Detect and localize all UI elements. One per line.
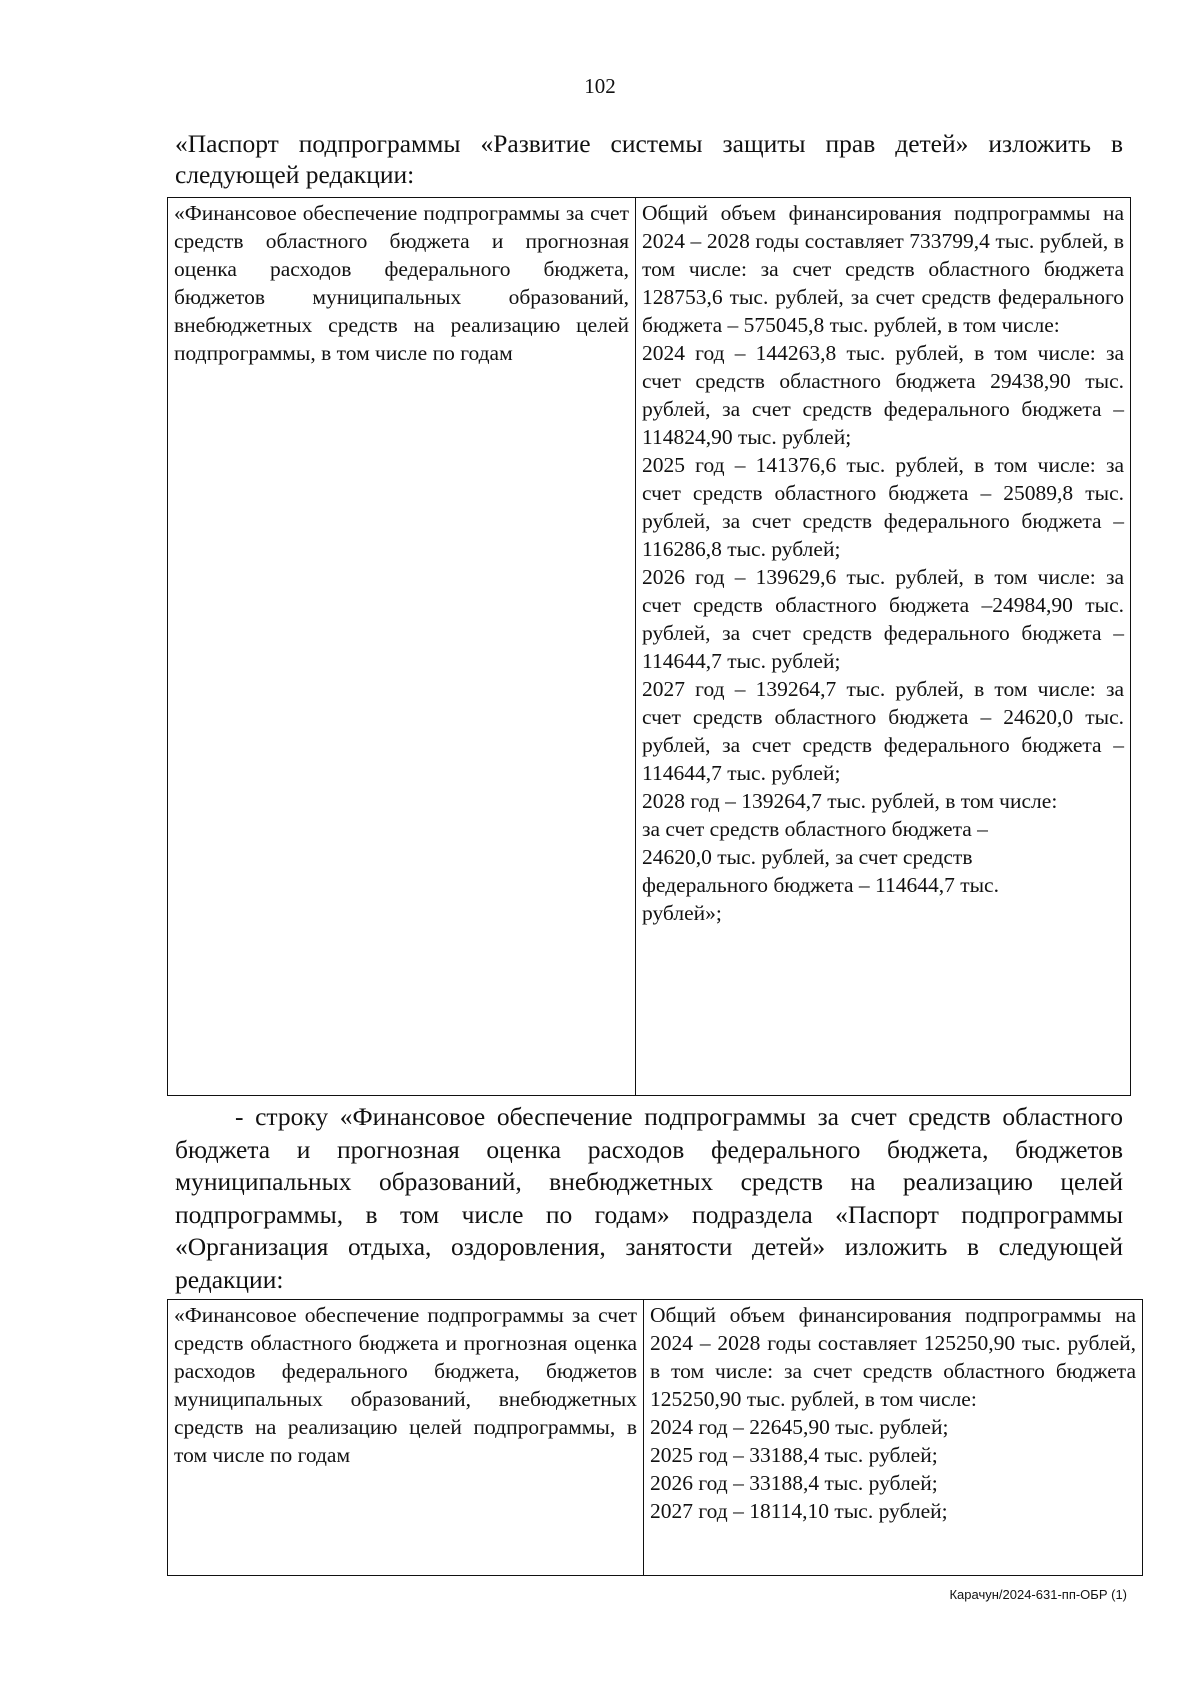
year-2024-text: 2024 год – 22645,90 тыс. рублей; bbox=[650, 1415, 949, 1439]
total-financing-text: Общий объем финансирования подпрограммы на 2024 – 2028 годы составляет 125250,90 тыс. рублей, в том числе: за счет средств областного бюджета 125250,90 тыс. рублей, в том числе: bbox=[650, 1303, 1136, 1411]
intro-paragraph: «Паспорт подпрограммы «Развитие системы защиты прав детей» изложить в следующей редакции: bbox=[175, 129, 1123, 189]
table-row-label: «Финансовое обеспечение подпрограммы за счет средств областного бюджета и прогнозная оценка расходов федерального бюджета, бюджетов муниципальных образований, внебюджетных средств на реализацию целей подпрограммы, в том числе по годам bbox=[168, 198, 636, 1096]
total-financing-text: Общий объем финансирования подпрограммы на 2024 – 2028 годы составляет 733799,4 тыс. рублей, в том числе: за счет средств областного бюджета 128753,6 тыс. рублей, за счет средств федерального бюджета – 575045,8 тыс. рублей, в том числе: bbox=[642, 201, 1124, 337]
page-number: 102 bbox=[584, 74, 616, 98]
year-2026-text: 2026 год – 139629,6 тыс. рублей, в том числе: за счет средств областного бюджета –24984,90 тыс. рублей, за счет средств федерального бюджета – 114644,7 тыс. рублей; bbox=[642, 565, 1124, 673]
year-2028-line: 24620,0 тыс. рублей, за счет средств bbox=[642, 845, 973, 869]
year-2028-line: федерального бюджета – 114644,7 тыс. bbox=[642, 873, 999, 897]
table-row bbox=[168, 198, 1131, 1096]
year-2028-text: 2028 год – 139264,7 тыс. рублей, в том числе: bbox=[642, 789, 1058, 813]
year-2028-line: за счет средств областного бюджета – bbox=[642, 817, 988, 841]
year-2025-text: 2025 год – 141376,6 тыс. рублей, в том числе: за счет средств областного бюджета – 25089,8 тыс. рублей, за счет средств федерального бюджета – 116286,8 тыс. рублей; bbox=[642, 453, 1124, 561]
amendment-paragraph: - строку «Финансовое обеспечение подпрограммы за счет средств областного бюджета и прогнозная оценка расходов федерального бюджета, бюджетов муниципальных образований, внебюджетных средств на реализацию целей подпрограммы, в том числе по годам» подраздела «Паспорт подпрограммы «Организация отдыха, оздоровления, занятости детей» изложить в следующей редакции: bbox=[175, 1102, 1123, 1294]
year-2026-text: 2026 год – 33188,4 тыс. рублей; bbox=[650, 1471, 938, 1495]
financing-table-protection bbox=[167, 197, 1131, 1096]
year-2027-text: 2027 год – 139264,7 тыс. рублей, в том числе: за счет средств областного бюджета – 24620,0 тыс. рублей, за счет средств федерального бюджета – 114644,7 тыс. рублей; bbox=[642, 677, 1124, 785]
year-2027-text: 2027 год – 18114,10 тыс. рублей; bbox=[650, 1499, 948, 1523]
year-2024-text: 2024 год – 144263,8 тыс. рублей, в том числе: за счет средств областного бюджета 29438,90 тыс. рублей, за счет средств федерального бюджета – 114824,90 тыс. рублей; bbox=[642, 341, 1124, 449]
table-row-value bbox=[644, 1300, 1143, 1576]
year-2025-text: 2025 год – 33188,4 тыс. рублей; bbox=[650, 1443, 938, 1467]
document-code: Карачун/2024-631-пп-ОБР (1) bbox=[949, 1587, 1127, 1602]
financing-table-recreation bbox=[167, 1299, 1143, 1576]
table-row-label: «Финансовое обеспечение подпрограммы за счет средств областного бюджета и прогнозная оценка расходов федерального бюджета, бюджетов муниципальных образований, внебюджетных средств на реализацию целей подпрограммы, в том числе по годам bbox=[168, 1300, 644, 1576]
table-row-value bbox=[636, 198, 1131, 1096]
table-row bbox=[168, 1300, 1143, 1576]
year-2028-line: рублей»; bbox=[642, 901, 722, 925]
